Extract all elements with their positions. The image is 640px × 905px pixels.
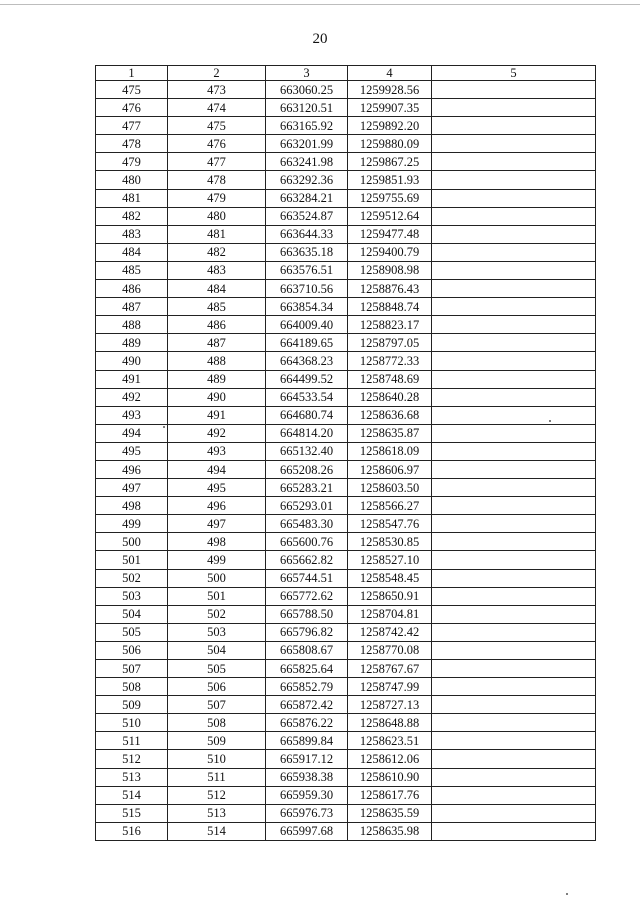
table-cell-col-1: 498 bbox=[96, 497, 168, 515]
page-number: 20 bbox=[312, 31, 328, 47]
table-cell-col-4: 1259867.25 bbox=[348, 153, 432, 171]
table-cell-col-1: 481 bbox=[96, 189, 168, 207]
table-cell-col-4: 1259880.09 bbox=[348, 135, 432, 153]
table-cell-col-2: 502 bbox=[168, 605, 266, 623]
table-cell-col-2: 486 bbox=[168, 316, 266, 334]
table-cell-col-5 bbox=[432, 714, 596, 732]
table-cell-col-5 bbox=[432, 569, 596, 587]
scan-speck bbox=[566, 893, 568, 895]
table-cell-col-5 bbox=[432, 750, 596, 768]
table-cell-col-2: 493 bbox=[168, 442, 266, 460]
table-cell-col-4: 1259907.35 bbox=[348, 99, 432, 117]
table-cell-col-5 bbox=[432, 623, 596, 641]
table-cell-col-1: 511 bbox=[96, 732, 168, 750]
coordinates-table bbox=[95, 65, 596, 841]
table-cell-col-2: 481 bbox=[168, 225, 266, 243]
table-row bbox=[96, 298, 596, 316]
table-cell-col-3: 663201.99 bbox=[266, 135, 348, 153]
table-cell-col-3: 665959.30 bbox=[266, 786, 348, 804]
table-cell-col-1: 497 bbox=[96, 479, 168, 497]
table-cell-col-3: 665825.64 bbox=[266, 660, 348, 678]
table-cell-col-1: 496 bbox=[96, 460, 168, 478]
table-cell-col-4: 1258640.28 bbox=[348, 388, 432, 406]
table-cell-col-4: 1259400.79 bbox=[348, 243, 432, 261]
table-row bbox=[96, 370, 596, 388]
table-cell-col-1: 487 bbox=[96, 298, 168, 316]
column-header-1: 1 bbox=[96, 66, 168, 81]
table-cell-col-1: 515 bbox=[96, 804, 168, 822]
table-cell-col-1: 492 bbox=[96, 388, 168, 406]
table-cell-col-2: 490 bbox=[168, 388, 266, 406]
table-cell-col-5 bbox=[432, 786, 596, 804]
table-row bbox=[96, 515, 596, 533]
table-cell-col-1: 491 bbox=[96, 370, 168, 388]
table-cell-col-1: 512 bbox=[96, 750, 168, 768]
table-cell-col-3: 665876.22 bbox=[266, 714, 348, 732]
table-cell-col-2: 484 bbox=[168, 280, 266, 298]
table-cell-col-1: 508 bbox=[96, 678, 168, 696]
table-cell-col-1: 489 bbox=[96, 334, 168, 352]
table-cell-col-4: 1258908.98 bbox=[348, 261, 432, 279]
table-cell-col-4: 1258548.45 bbox=[348, 569, 432, 587]
table-cell-col-4: 1258727.13 bbox=[348, 696, 432, 714]
table-cell-col-3: 664814.20 bbox=[266, 424, 348, 442]
table-row bbox=[96, 81, 596, 99]
table-row bbox=[96, 551, 596, 569]
table-cell-col-4: 1258797.05 bbox=[348, 334, 432, 352]
table-cell-col-2: 475 bbox=[168, 117, 266, 135]
table-cell-col-5 bbox=[432, 81, 596, 99]
table-cell-col-3: 665976.73 bbox=[266, 804, 348, 822]
table-cell-col-4: 1258767.67 bbox=[348, 660, 432, 678]
table-cell-col-1: 490 bbox=[96, 352, 168, 370]
table-row bbox=[96, 750, 596, 768]
table-cell-col-1: 485 bbox=[96, 261, 168, 279]
table-cell-col-5 bbox=[432, 551, 596, 569]
table-cell-col-3: 665600.76 bbox=[266, 533, 348, 551]
table-cell-col-3: 664009.40 bbox=[266, 316, 348, 334]
table-cell-col-4: 1258772.33 bbox=[348, 352, 432, 370]
table-row bbox=[96, 153, 596, 171]
table-cell-col-5 bbox=[432, 732, 596, 750]
table-row bbox=[96, 479, 596, 497]
table-cell-col-3: 663120.51 bbox=[266, 99, 348, 117]
table-row bbox=[96, 460, 596, 478]
column-header-3: 3 bbox=[266, 66, 348, 81]
table-cell-col-4: 1258635.87 bbox=[348, 424, 432, 442]
table-cell-col-3: 664533.54 bbox=[266, 388, 348, 406]
table-cell-col-2: 511 bbox=[168, 768, 266, 786]
table-cell-col-5 bbox=[432, 605, 596, 623]
table-cell-col-5 bbox=[432, 768, 596, 786]
table-cell-col-2: 474 bbox=[168, 99, 266, 117]
table-cell-col-5 bbox=[432, 153, 596, 171]
table-cell-col-5 bbox=[432, 334, 596, 352]
table-row bbox=[96, 243, 596, 261]
table-cell-col-2: 489 bbox=[168, 370, 266, 388]
table-row bbox=[96, 334, 596, 352]
table-cell-col-2: 488 bbox=[168, 352, 266, 370]
table-cell-col-2: 497 bbox=[168, 515, 266, 533]
table-cell-col-2: 494 bbox=[168, 460, 266, 478]
table-cell-col-2: 509 bbox=[168, 732, 266, 750]
table-cell-col-2: 504 bbox=[168, 641, 266, 659]
table-cell-col-1: 503 bbox=[96, 587, 168, 605]
table-cell-col-3: 665872.42 bbox=[266, 696, 348, 714]
table-cell-col-1: 513 bbox=[96, 768, 168, 786]
table-cell-col-1: 488 bbox=[96, 316, 168, 334]
table-cell-col-5 bbox=[432, 243, 596, 261]
table-cell-col-3: 663576.51 bbox=[266, 261, 348, 279]
table-cell-col-4: 1258612.06 bbox=[348, 750, 432, 768]
table-cell-col-2: 499 bbox=[168, 551, 266, 569]
table-cell-col-3: 665917.12 bbox=[266, 750, 348, 768]
table-cell-col-4: 1258623.51 bbox=[348, 732, 432, 750]
table-cell-col-5 bbox=[432, 99, 596, 117]
table-cell-col-4: 1259851.93 bbox=[348, 171, 432, 189]
table-cell-col-3: 665796.82 bbox=[266, 623, 348, 641]
table-cell-col-2: 479 bbox=[168, 189, 266, 207]
table-cell-col-4: 1259892.20 bbox=[348, 117, 432, 135]
table-row bbox=[96, 605, 596, 623]
table-cell-col-1: 501 bbox=[96, 551, 168, 569]
table-cell-col-1: 510 bbox=[96, 714, 168, 732]
table-cell-col-5 bbox=[432, 388, 596, 406]
table-cell-col-2: 496 bbox=[168, 497, 266, 515]
table-cell-col-3: 665808.67 bbox=[266, 641, 348, 659]
table-cell-col-2: 507 bbox=[168, 696, 266, 714]
table-cell-col-2: 503 bbox=[168, 623, 266, 641]
table-row bbox=[96, 171, 596, 189]
table-cell-col-1: 483 bbox=[96, 225, 168, 243]
column-header-4: 4 bbox=[348, 66, 432, 81]
table-cell-col-5 bbox=[432, 660, 596, 678]
table-cell-col-2: 513 bbox=[168, 804, 266, 822]
table-row bbox=[96, 280, 596, 298]
scan-speck bbox=[549, 420, 551, 422]
table-body bbox=[96, 81, 596, 841]
table-cell-col-1: 479 bbox=[96, 153, 168, 171]
table-cell-col-5 bbox=[432, 352, 596, 370]
table-cell-col-3: 665852.79 bbox=[266, 678, 348, 696]
table-cell-col-4: 1258617.76 bbox=[348, 786, 432, 804]
table-cell-col-5 bbox=[432, 641, 596, 659]
table-cell-col-2: 495 bbox=[168, 479, 266, 497]
table-cell-col-2: 482 bbox=[168, 243, 266, 261]
table-cell-col-4: 1258566.27 bbox=[348, 497, 432, 515]
table-cell-col-5 bbox=[432, 497, 596, 515]
table-cell-col-3: 665662.82 bbox=[266, 551, 348, 569]
table-cell-col-3: 663635.18 bbox=[266, 243, 348, 261]
table-cell-col-5 bbox=[432, 316, 596, 334]
table-cell-col-2: 485 bbox=[168, 298, 266, 316]
table-cell-col-3: 664499.52 bbox=[266, 370, 348, 388]
table-cell-col-1: 493 bbox=[96, 406, 168, 424]
table-cell-col-2: 498 bbox=[168, 533, 266, 551]
table-row bbox=[96, 786, 596, 804]
table-cell-col-3: 665132.40 bbox=[266, 442, 348, 460]
table-cell-col-3: 663060.25 bbox=[266, 81, 348, 99]
table-cell-col-2: 473 bbox=[168, 81, 266, 99]
table-row bbox=[96, 225, 596, 243]
table-cell-col-1: 478 bbox=[96, 135, 168, 153]
table-cell-col-3: 664189.65 bbox=[266, 334, 348, 352]
table-row bbox=[96, 714, 596, 732]
table-cell-col-1: 507 bbox=[96, 660, 168, 678]
table-cell-col-5 bbox=[432, 117, 596, 135]
table-row bbox=[96, 678, 596, 696]
table-cell-col-2: 508 bbox=[168, 714, 266, 732]
table-cell-col-2: 483 bbox=[168, 261, 266, 279]
table-cell-col-3: 663292.36 bbox=[266, 171, 348, 189]
table-cell-col-3: 665997.68 bbox=[266, 822, 348, 840]
table-row bbox=[96, 406, 596, 424]
table-row bbox=[96, 696, 596, 714]
table-cell-col-2: 480 bbox=[168, 207, 266, 225]
table-cell-col-4: 1259755.69 bbox=[348, 189, 432, 207]
table-cell-col-5 bbox=[432, 189, 596, 207]
table-cell-col-3: 665899.84 bbox=[266, 732, 348, 750]
table-cell-col-1: 516 bbox=[96, 822, 168, 840]
table-cell-col-1: 495 bbox=[96, 442, 168, 460]
table-cell-col-4: 1258747.99 bbox=[348, 678, 432, 696]
table-cell-col-3: 664680.74 bbox=[266, 406, 348, 424]
table-cell-col-2: 510 bbox=[168, 750, 266, 768]
table-cell-col-2: 514 bbox=[168, 822, 266, 840]
table-cell-col-4: 1258635.98 bbox=[348, 822, 432, 840]
table-row bbox=[96, 623, 596, 641]
table-cell-col-5 bbox=[432, 804, 596, 822]
column-header-5: 5 bbox=[432, 66, 596, 81]
table-cell-col-5 bbox=[432, 533, 596, 551]
table-cell-col-1: 500 bbox=[96, 533, 168, 551]
table-cell-col-5 bbox=[432, 587, 596, 605]
table-row bbox=[96, 189, 596, 207]
table-cell-col-4: 1259928.56 bbox=[348, 81, 432, 99]
table-cell-col-1: 502 bbox=[96, 569, 168, 587]
table-cell-col-4: 1259512.64 bbox=[348, 207, 432, 225]
table-cell-col-3: 663854.34 bbox=[266, 298, 348, 316]
table-header bbox=[96, 66, 596, 81]
table-cell-col-5 bbox=[432, 406, 596, 424]
table-cell-col-1: 504 bbox=[96, 605, 168, 623]
table-row bbox=[96, 261, 596, 279]
table-cell-col-1: 475 bbox=[96, 81, 168, 99]
table-row bbox=[96, 442, 596, 460]
table-cell-col-1: 480 bbox=[96, 171, 168, 189]
table-cell-col-2: 506 bbox=[168, 678, 266, 696]
table-cell-col-5 bbox=[432, 822, 596, 840]
table-cell-col-3: 665744.51 bbox=[266, 569, 348, 587]
table-cell-col-1: 505 bbox=[96, 623, 168, 641]
table-cell-col-3: 663241.98 bbox=[266, 153, 348, 171]
table-cell-col-5 bbox=[432, 171, 596, 189]
table-cell-col-1: 509 bbox=[96, 696, 168, 714]
table-cell-col-2: 478 bbox=[168, 171, 266, 189]
table-row bbox=[96, 135, 596, 153]
table-cell-col-5 bbox=[432, 135, 596, 153]
table-cell-col-2: 492 bbox=[168, 424, 266, 442]
table-cell-col-4: 1258876.43 bbox=[348, 280, 432, 298]
table-row bbox=[96, 388, 596, 406]
table-cell-col-4: 1258823.17 bbox=[348, 316, 432, 334]
table-cell-col-1: 494 bbox=[96, 424, 168, 442]
table-cell-col-4: 1258547.76 bbox=[348, 515, 432, 533]
table-cell-col-4: 1258527.10 bbox=[348, 551, 432, 569]
table-cell-col-4: 1258770.08 bbox=[348, 641, 432, 659]
table-row bbox=[96, 117, 596, 135]
table-cell-col-1: 476 bbox=[96, 99, 168, 117]
table-cell-col-3: 663524.87 bbox=[266, 207, 348, 225]
table-cell-col-4: 1258748.69 bbox=[348, 370, 432, 388]
table-row bbox=[96, 660, 596, 678]
table-cell-col-3: 665483.30 bbox=[266, 515, 348, 533]
table-row bbox=[96, 569, 596, 587]
table-cell-col-5 bbox=[432, 424, 596, 442]
table-cell-col-5 bbox=[432, 261, 596, 279]
table-cell-col-1: 477 bbox=[96, 117, 168, 135]
table-cell-col-3: 663165.92 bbox=[266, 117, 348, 135]
table-cell-col-3: 665208.26 bbox=[266, 460, 348, 478]
table-cell-col-5 bbox=[432, 280, 596, 298]
header-row bbox=[96, 66, 596, 81]
table-cell-col-5 bbox=[432, 515, 596, 533]
table-row bbox=[96, 533, 596, 551]
table-cell-col-2: 491 bbox=[168, 406, 266, 424]
top-rule bbox=[0, 4, 640, 5]
table-row bbox=[96, 497, 596, 515]
table-cell-col-3: 663284.21 bbox=[266, 189, 348, 207]
table-cell-col-1: 514 bbox=[96, 786, 168, 804]
table-cell-col-4: 1258530.85 bbox=[348, 533, 432, 551]
table-cell-col-4: 1258636.68 bbox=[348, 406, 432, 424]
table-cell-col-4: 1258618.09 bbox=[348, 442, 432, 460]
table-cell-col-4: 1258603.50 bbox=[348, 479, 432, 497]
table-cell-col-5 bbox=[432, 696, 596, 714]
table-cell-col-4: 1258606.97 bbox=[348, 460, 432, 478]
table-cell-col-4: 1258848.74 bbox=[348, 298, 432, 316]
table-row bbox=[96, 424, 596, 442]
table-cell-col-4: 1258635.59 bbox=[348, 804, 432, 822]
table-row bbox=[96, 804, 596, 822]
table-row bbox=[96, 207, 596, 225]
table-cell-col-5 bbox=[432, 442, 596, 460]
table-cell-col-3: 665772.62 bbox=[266, 587, 348, 605]
table-cell-col-4: 1259477.48 bbox=[348, 225, 432, 243]
table-row bbox=[96, 316, 596, 334]
table-cell-col-2: 476 bbox=[168, 135, 266, 153]
table-cell-col-3: 664368.23 bbox=[266, 352, 348, 370]
table-cell-col-1: 482 bbox=[96, 207, 168, 225]
table-cell-col-5 bbox=[432, 370, 596, 388]
table-row bbox=[96, 641, 596, 659]
table-cell-col-5 bbox=[432, 207, 596, 225]
table-cell-col-3: 665788.50 bbox=[266, 605, 348, 623]
table-cell-col-1: 506 bbox=[96, 641, 168, 659]
table-row bbox=[96, 352, 596, 370]
table-cell-col-5 bbox=[432, 479, 596, 497]
table-cell-col-3: 663710.56 bbox=[266, 280, 348, 298]
table-cell-col-4: 1258650.91 bbox=[348, 587, 432, 605]
table-cell-col-1: 486 bbox=[96, 280, 168, 298]
table-cell-col-4: 1258648.88 bbox=[348, 714, 432, 732]
table-row bbox=[96, 99, 596, 117]
table-cell-col-1: 499 bbox=[96, 515, 168, 533]
table-cell-col-2: 505 bbox=[168, 660, 266, 678]
table-row bbox=[96, 768, 596, 786]
table-cell-col-4: 1258704.81 bbox=[348, 605, 432, 623]
table-cell-col-5 bbox=[432, 678, 596, 696]
table-cell-col-5 bbox=[432, 460, 596, 478]
table-cell-col-3: 665938.38 bbox=[266, 768, 348, 786]
table-row bbox=[96, 822, 596, 840]
table-cell-col-1: 484 bbox=[96, 243, 168, 261]
scan-speck bbox=[163, 426, 165, 428]
table-row bbox=[96, 732, 596, 750]
table-cell-col-3: 665293.01 bbox=[266, 497, 348, 515]
table-cell-col-4: 1258742.42 bbox=[348, 623, 432, 641]
table-cell-col-5 bbox=[432, 225, 596, 243]
table-row bbox=[96, 587, 596, 605]
table-cell-col-2: 477 bbox=[168, 153, 266, 171]
table-cell-col-2: 500 bbox=[168, 569, 266, 587]
table-cell-col-2: 501 bbox=[168, 587, 266, 605]
column-header-2: 2 bbox=[168, 66, 266, 81]
table-cell-col-3: 663644.33 bbox=[266, 225, 348, 243]
table-cell-col-2: 512 bbox=[168, 786, 266, 804]
table-cell-col-4: 1258610.90 bbox=[348, 768, 432, 786]
table-cell-col-2: 487 bbox=[168, 334, 266, 352]
table-cell-col-3: 665283.21 bbox=[266, 479, 348, 497]
table-cell-col-5 bbox=[432, 298, 596, 316]
